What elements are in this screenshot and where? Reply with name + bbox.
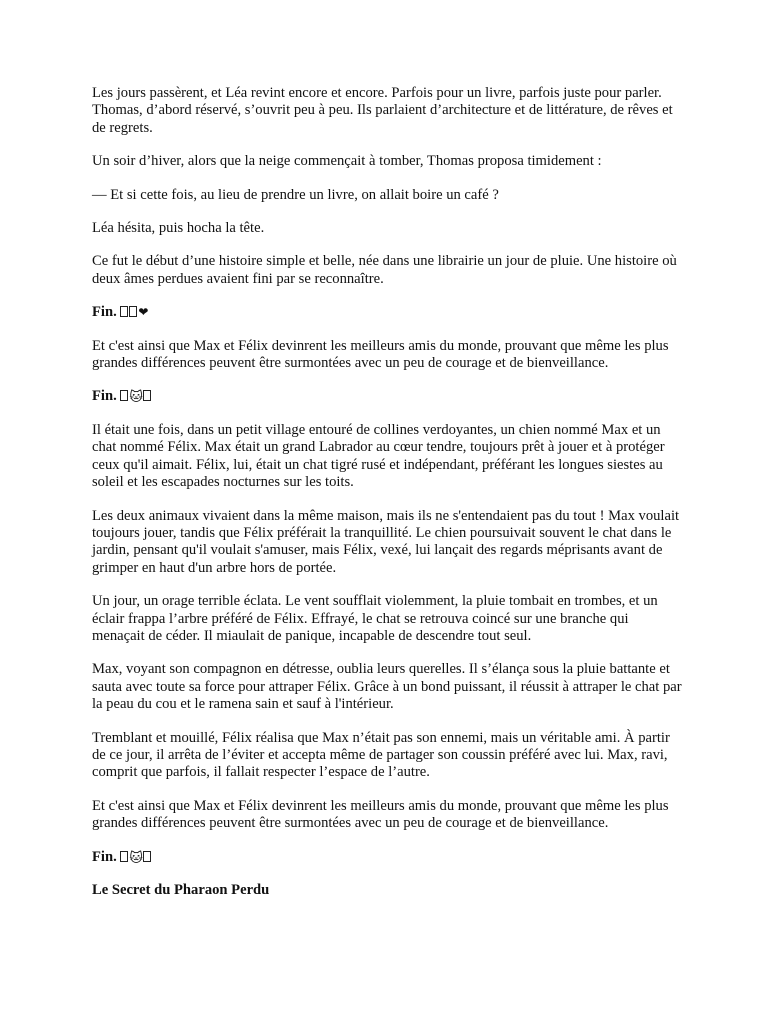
paragraph: Les deux animaux vivaient dans la même maison, mais ils ne s'entendaient pas du tout ! Max voulait toujours jouer, tandis que Félix préférait la tranquillité. Le chien poursuivait souvent le chat dans le jardin, pensant qu'il voulait s'amuser, mais Félix, vexé, lui lançait des regards méprisants avant de grimper en haut d'un arbre hors de portée. [92, 507, 680, 576]
fin-label: Fin. [92, 388, 117, 405]
paragraph: Il était une fois, dans un petit village entouré de collines verdoyantes, un chien nommé Max et un chat nommé Félix. Max était un grand Labrador au cœur tendre, toujours prêt à jouer et à protéger ceux qu'il aimait. Félix, lui, était un chat tigré rusé et indépendant, préférant les longues siestes au soleil et les escapades nocturnes sur les toits. [92, 421, 665, 491]
paragraph: Léa hésita, puis hocha la tête. [92, 220, 265, 237]
paragraph: Et c'est ainsi que Max et Félix devinrent les meilleurs amis du monde, prouvant que même les plus grandes différences peuvent être surmontées avec un peu de courage et de bienveillance. [92, 337, 669, 372]
paragraph: Max, voyant son compagnon en détresse, oublia leurs querelles. Il s’élança sous la pluie battante et sauta avec toute sa force pour attraper Félix. Grâce à un bond puissant, il réussit à attraper le chat par la peau du cou et le ramena sain et sauf à l'intérieur. [92, 661, 682, 713]
fin-label: Fin. [92, 304, 117, 321]
missing-glyph-icon [120, 306, 128, 317]
fin-marker [92, 388, 682, 405]
missing-glyph-icon [143, 390, 151, 401]
paragraph: Les jours passèrent, et Léa revint encore et encore. Parfois pour un livre, parfois juste pour parler. Thomas, d’abord réservé, s’ouvrit peu à peu. Ils parlaient d’architecture et de littérature, de rêves et de regrets. [92, 85, 673, 136]
paragraph: Un jour, un orage terrible éclata. Le vent soufflait violemment, la pluie tombait en trombes, et un éclair frappa l’arbre préféré de Félix. Effrayé, le chat se retrouva coincé sur une branche qui menaçait de céder. Il miaulait de panique, incapable de descendre tout seul. [92, 593, 658, 644]
cat-face-icon: 🐱 [129, 850, 143, 866]
paragraph: Un soir d’hiver, alors que la neige commençait à tomber, Thomas proposa timidement : [92, 153, 602, 170]
fin-label: Fin. [92, 848, 117, 865]
missing-glyph-icon [143, 851, 151, 862]
cat-face-icon: 🐱 [129, 390, 143, 406]
paragraph: Tremblant et mouillé, Félix réalisa que Max n’était pas son ennemi, mais un véritable ami. À partir de ce jour, il arrêta de l’éviter et accepta même de partager son coussin préféré avec lui. Max, ravi, comprit que parfois, il fallait respecter l’espace de l’autre. [92, 729, 670, 781]
paragraph: Et c'est ainsi que Max et Félix devinrent les meilleurs amis du monde, prouvant que même les plus grandes différences peuvent être surmontées avec un peu de courage et de bienveillance. [92, 797, 669, 832]
paragraph: Ce fut le début d’une histoire simple et belle, née dans une librairie un jour de pluie. Une histoire où deux âmes perdues avaient fini par se reconnaître. [92, 253, 677, 287]
missing-glyph-icon [129, 306, 137, 317]
heart-icon: ❤ [138, 305, 149, 320]
fin-marker [92, 849, 682, 866]
missing-glyph-icon [120, 390, 128, 401]
document-page [92, 85, 682, 915]
missing-glyph-icon [120, 851, 128, 862]
section-title: Le Secret du Pharaon Perdu [92, 882, 270, 898]
fin-marker [92, 304, 682, 321]
paragraph: — Et si cette fois, au lieu de prendre un livre, on allait boire un café ? [92, 186, 499, 203]
